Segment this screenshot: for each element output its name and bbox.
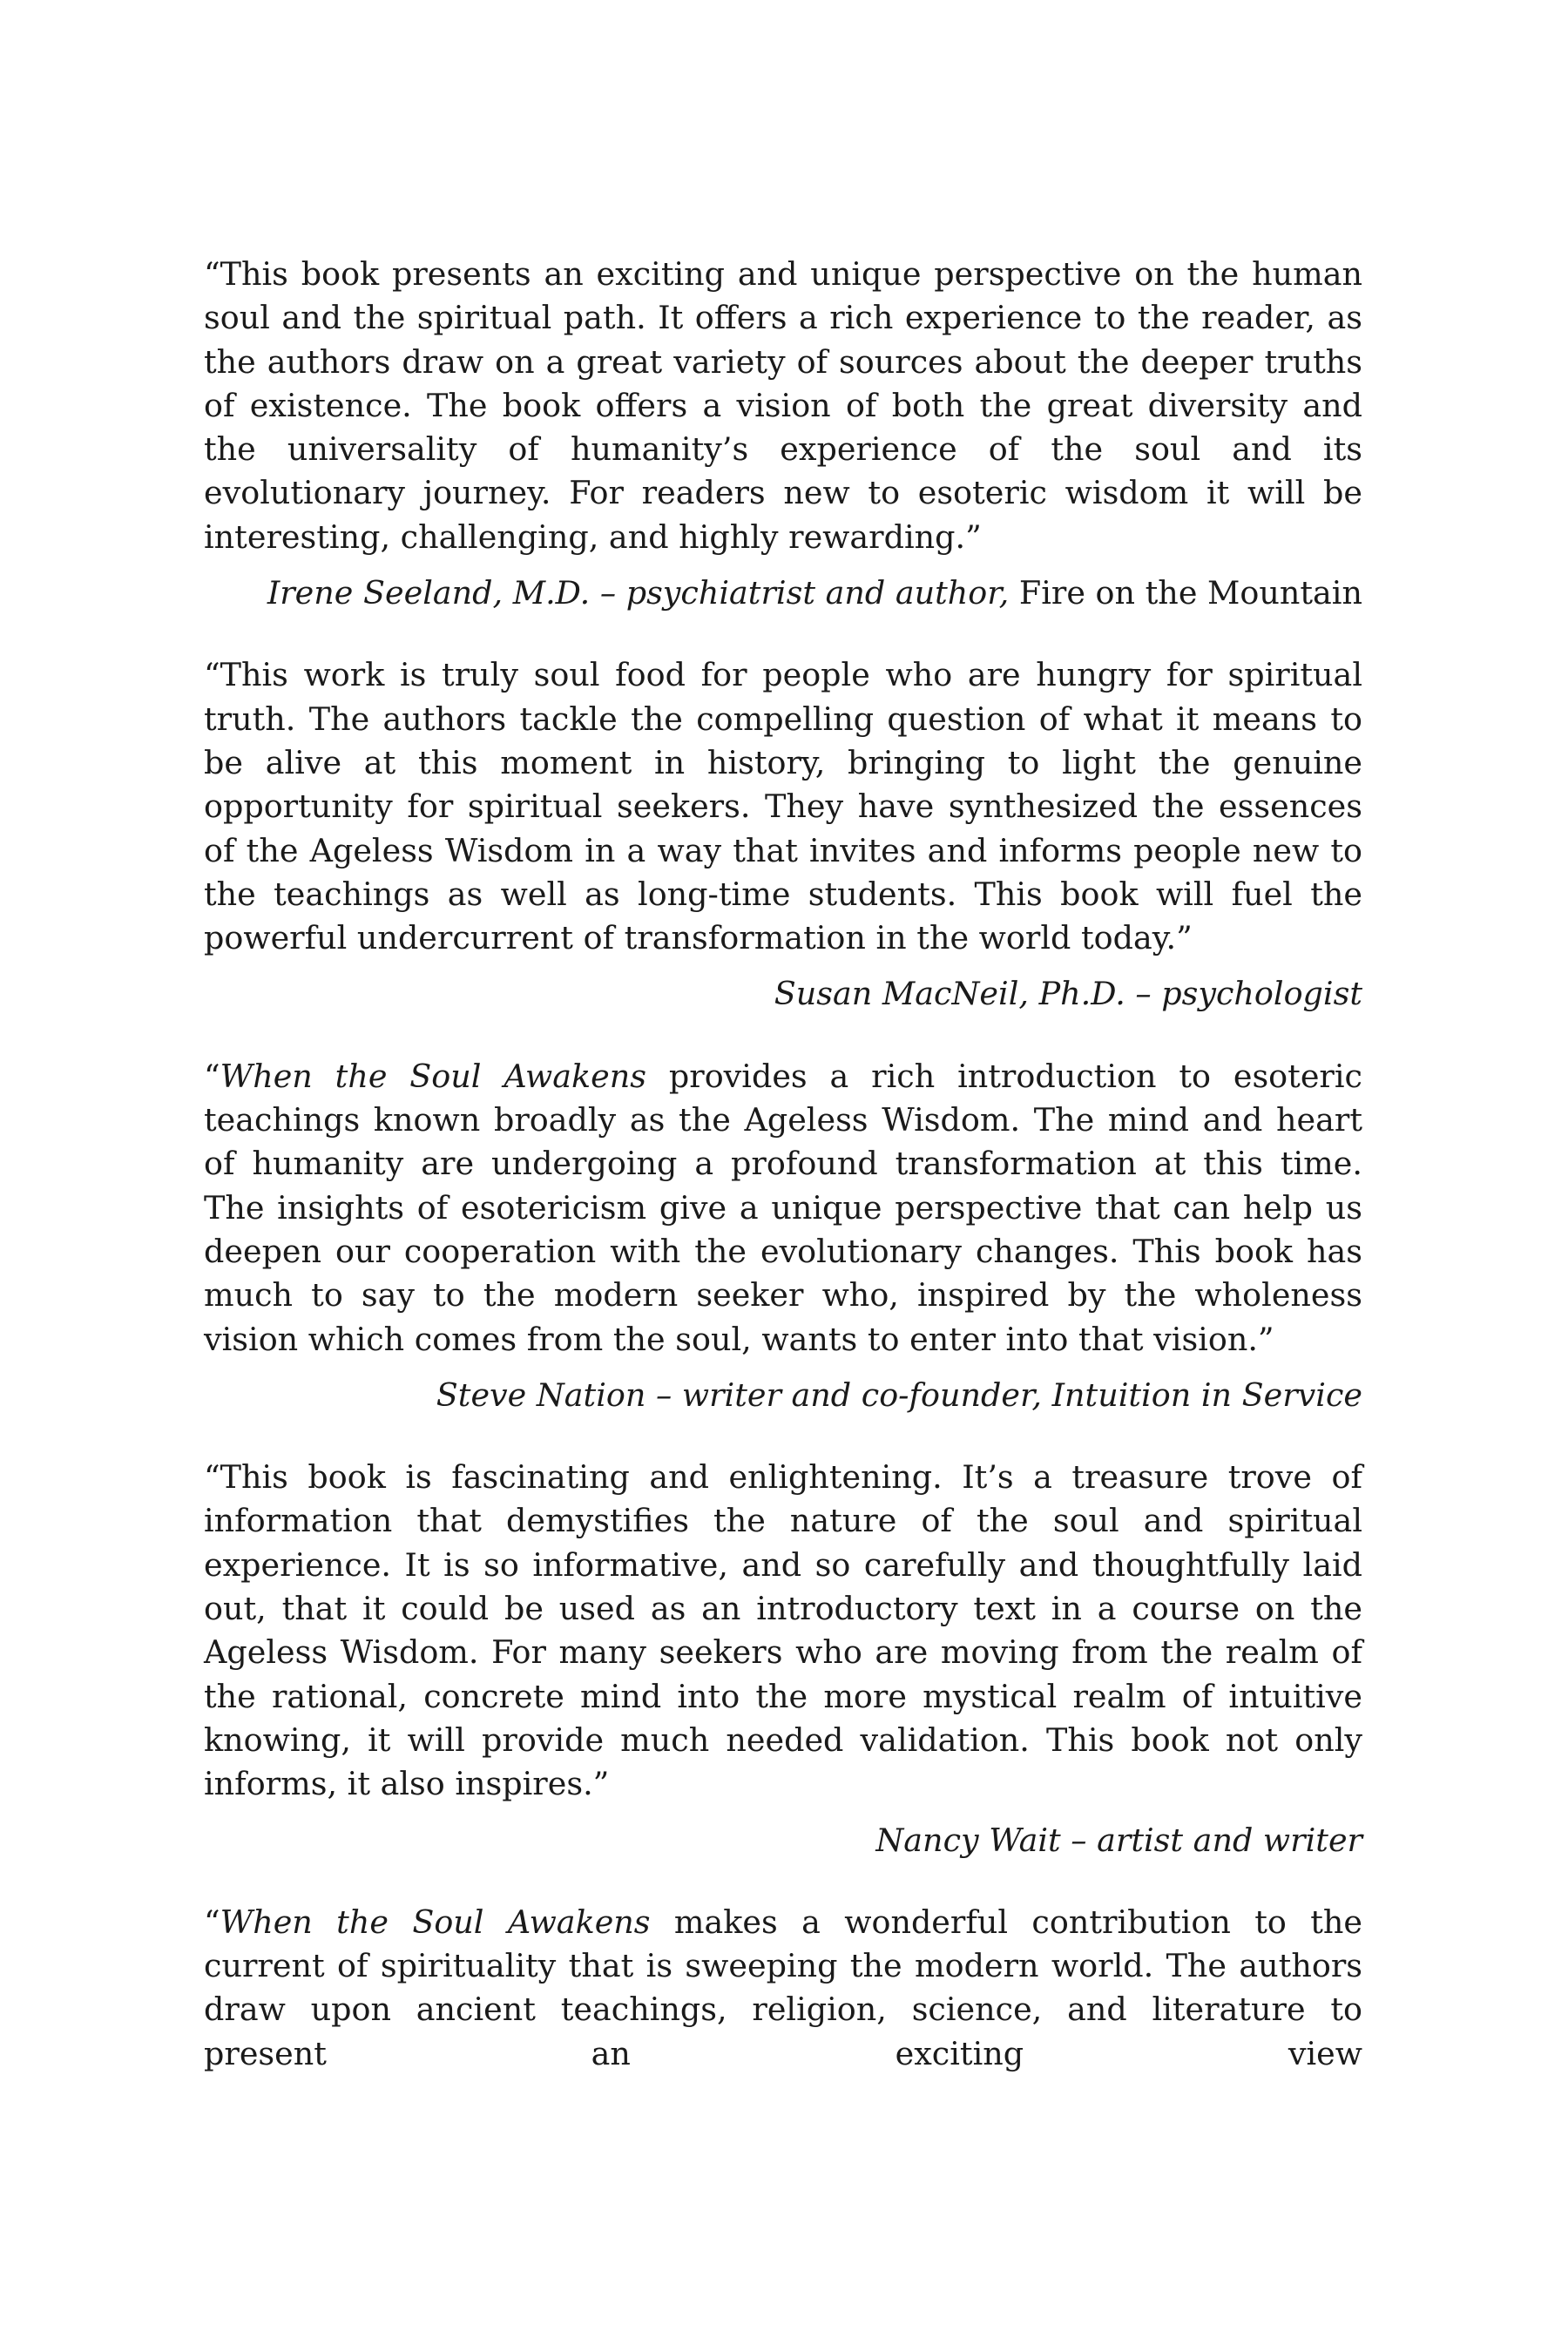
attribution-author: Irene Seeland, M.D. – psychiatrist and author, [267, 574, 1010, 612]
testimonial-quote [204, 1055, 1362, 1362]
testimonial-3 [204, 1055, 1362, 1417]
quote-book-title: When the Soul Awakens [220, 1057, 647, 1095]
testimonial-4 [204, 1456, 1362, 1862]
testimonial-attribution: Steve Nation – writer and co-founder, Intuition in Service [436, 1375, 1362, 1414]
testimonial-quote: “This book is fascinating and enlightening. It’s a treasure trove of information that demystifies the nature of the soul and spiritual experience. It is so informative, and so carefully and thoughtfully laid out, that it could be used as an introductory text in a course on the Ageless Wisdom. For many seekers who are moving from the realm of the rational, concrete mind into the more mystical realm of intuitive knowing, it will provide much needed validation. This book not only informs, it also inspires.” [204, 1458, 1362, 1803]
quote-open-mark: “ [204, 1903, 220, 1941]
testimonial-2 [204, 653, 1362, 1016]
attribution-work-title: Fire on the Mountain [1018, 574, 1362, 612]
testimonial-5 [204, 1901, 1362, 2076]
quote-body: makes a wonderful contribution to the current of spirituality that is sweeping the modern world. The authors draw upon ancient teachings, religion, science, and literature to present an exciting view [204, 1903, 1362, 2072]
testimonial-attribution [204, 571, 1362, 615]
testimonial-quote: “This book presents an exciting and unique perspective on the human soul and the spiritual path. It offers a rich experience to the reader, as the authors draw on a great variety of sources about the deeper truths of existence. The book offers a vision of both the great diversity and the universality of humanity’s experience of the soul and its evolutionary journey. For readers new to esoteric wisdom it will be interesting, challenging, and highly rewarding.” [204, 255, 1362, 556]
quote-book-title: When the Soul Awakens [220, 1903, 651, 1941]
testimonials-page [204, 253, 1362, 2114]
testimonial-quote [204, 1901, 1362, 2076]
testimonial-attribution: Nancy Wait – artist and writer [875, 1821, 1362, 1859]
testimonial-attribution: Susan MacNeil, Ph.D. – psychologist [774, 975, 1362, 1013]
quote-body: provides a rich introduction to esoteric teachings known broadly as the Ageless Wisdom. The mind and heart of humanity are undergoing a profound transformation at this time. The insights of esotericism give a unique perspective that can help us deepen our cooperation with the evolutionary changes. This book has much to say to the modern seeker who, inspired by the wholeness vision which comes from the soul, wants to enter into that vision.” [204, 1057, 1362, 1358]
testimonial-quote: “This work is truly soul food for people who are hungry for spiritual truth. The authors tackle the compelling question of what it means to be alive at this moment in history, bringing to light the genuine opportunity for spiritual seekers. They have synthesized the essences of the Ageless Wisdom in a way that invites and informs people new to the teachings as well as long-time students. This book will fuel the powerful undercurrent of transformation in the world today.” [204, 656, 1362, 957]
quote-open-mark: “ [204, 1057, 220, 1095]
testimonial-1 [204, 253, 1362, 615]
